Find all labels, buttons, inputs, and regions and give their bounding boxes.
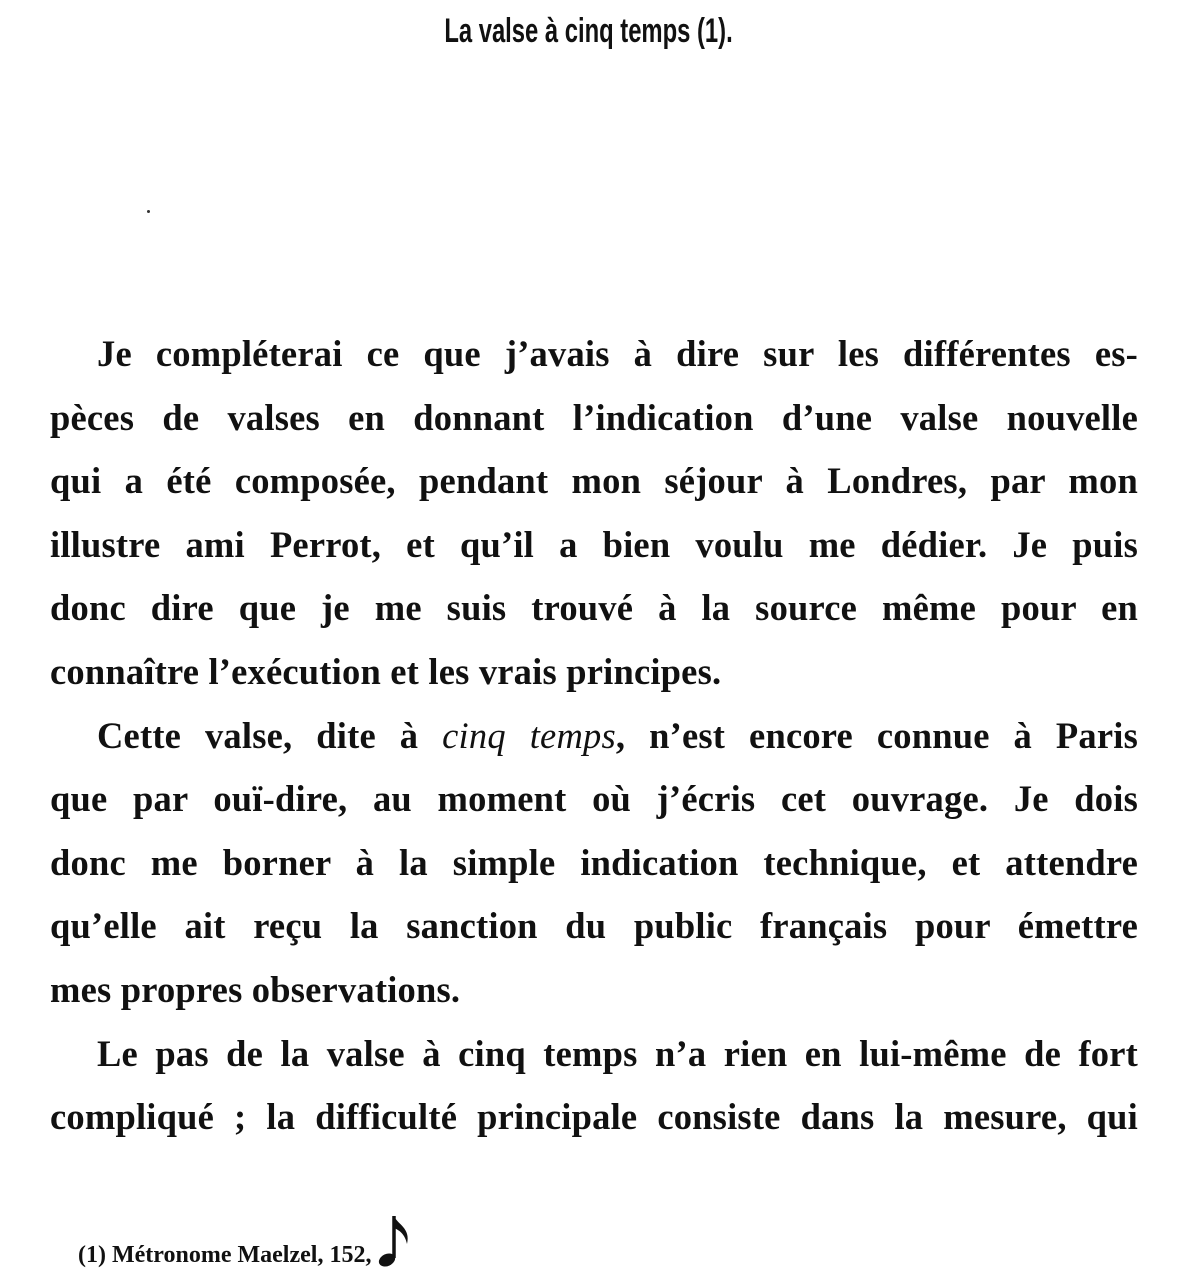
paragraph-2-italic-term: cinq temps — [442, 714, 616, 756]
paragraph-2-text-before: Cette valse, dite à — [97, 714, 443, 756]
eighth-note-icon — [377, 1212, 413, 1277]
page-title: La valse à cinq temps (1). — [444, 12, 733, 50]
paragraph-1-line-1: Je compléterai ce que j’avais à dire sur les différentes es- — [97, 333, 1138, 374]
paragraph-1-line-3: qui a été composée, pendant mon séjour à Londres, par mon — [50, 460, 1138, 502]
ink-speck — [147, 210, 150, 213]
paragraph-1-line-6: connaître l’exécution et les vrais principes. — [50, 650, 722, 692]
paragraph-2-line-2: que par ouï-dire, au moment où j’écris cet ouvrage. Je dois — [50, 778, 1138, 820]
paragraph-3-line-1: Le pas de la valse à cinq temps n’a rien en lui-même de fort — [97, 1032, 1138, 1074]
footnote-text: (1) Métronome Maelzel, 152, — [78, 1242, 372, 1268]
body-text — [50, 322, 1138, 1149]
paragraph-1-line-5: donc dire que je me suis trouvé à la source même pour en — [50, 587, 1138, 629]
paragraph-2-line-1 — [50, 704, 1138, 768]
paragraph-2-line-3: donc me borner à la simple indication technique, et attendre — [50, 841, 1138, 883]
paragraph-1-line-2: pèces de valses en donnant l’indication d’une valse nouvelle — [50, 396, 1138, 438]
footnote — [78, 1204, 413, 1269]
paragraph-3-line-2: compliqué ; la difficulté principale consiste dans la mesure, qui — [50, 1096, 1138, 1138]
paragraph-2-line-4: qu’elle ait reçu la sanction du public français pour émettre — [50, 905, 1138, 947]
paragraph-2-text-after: , n’est encore connue à Paris — [615, 714, 1138, 756]
paragraph-2-line-5: mes propres observations. — [50, 968, 461, 1010]
paragraph-1-line-4: illustre ami Perrot, et qu’il a bien voulu me dédier. Je puis — [50, 523, 1138, 565]
